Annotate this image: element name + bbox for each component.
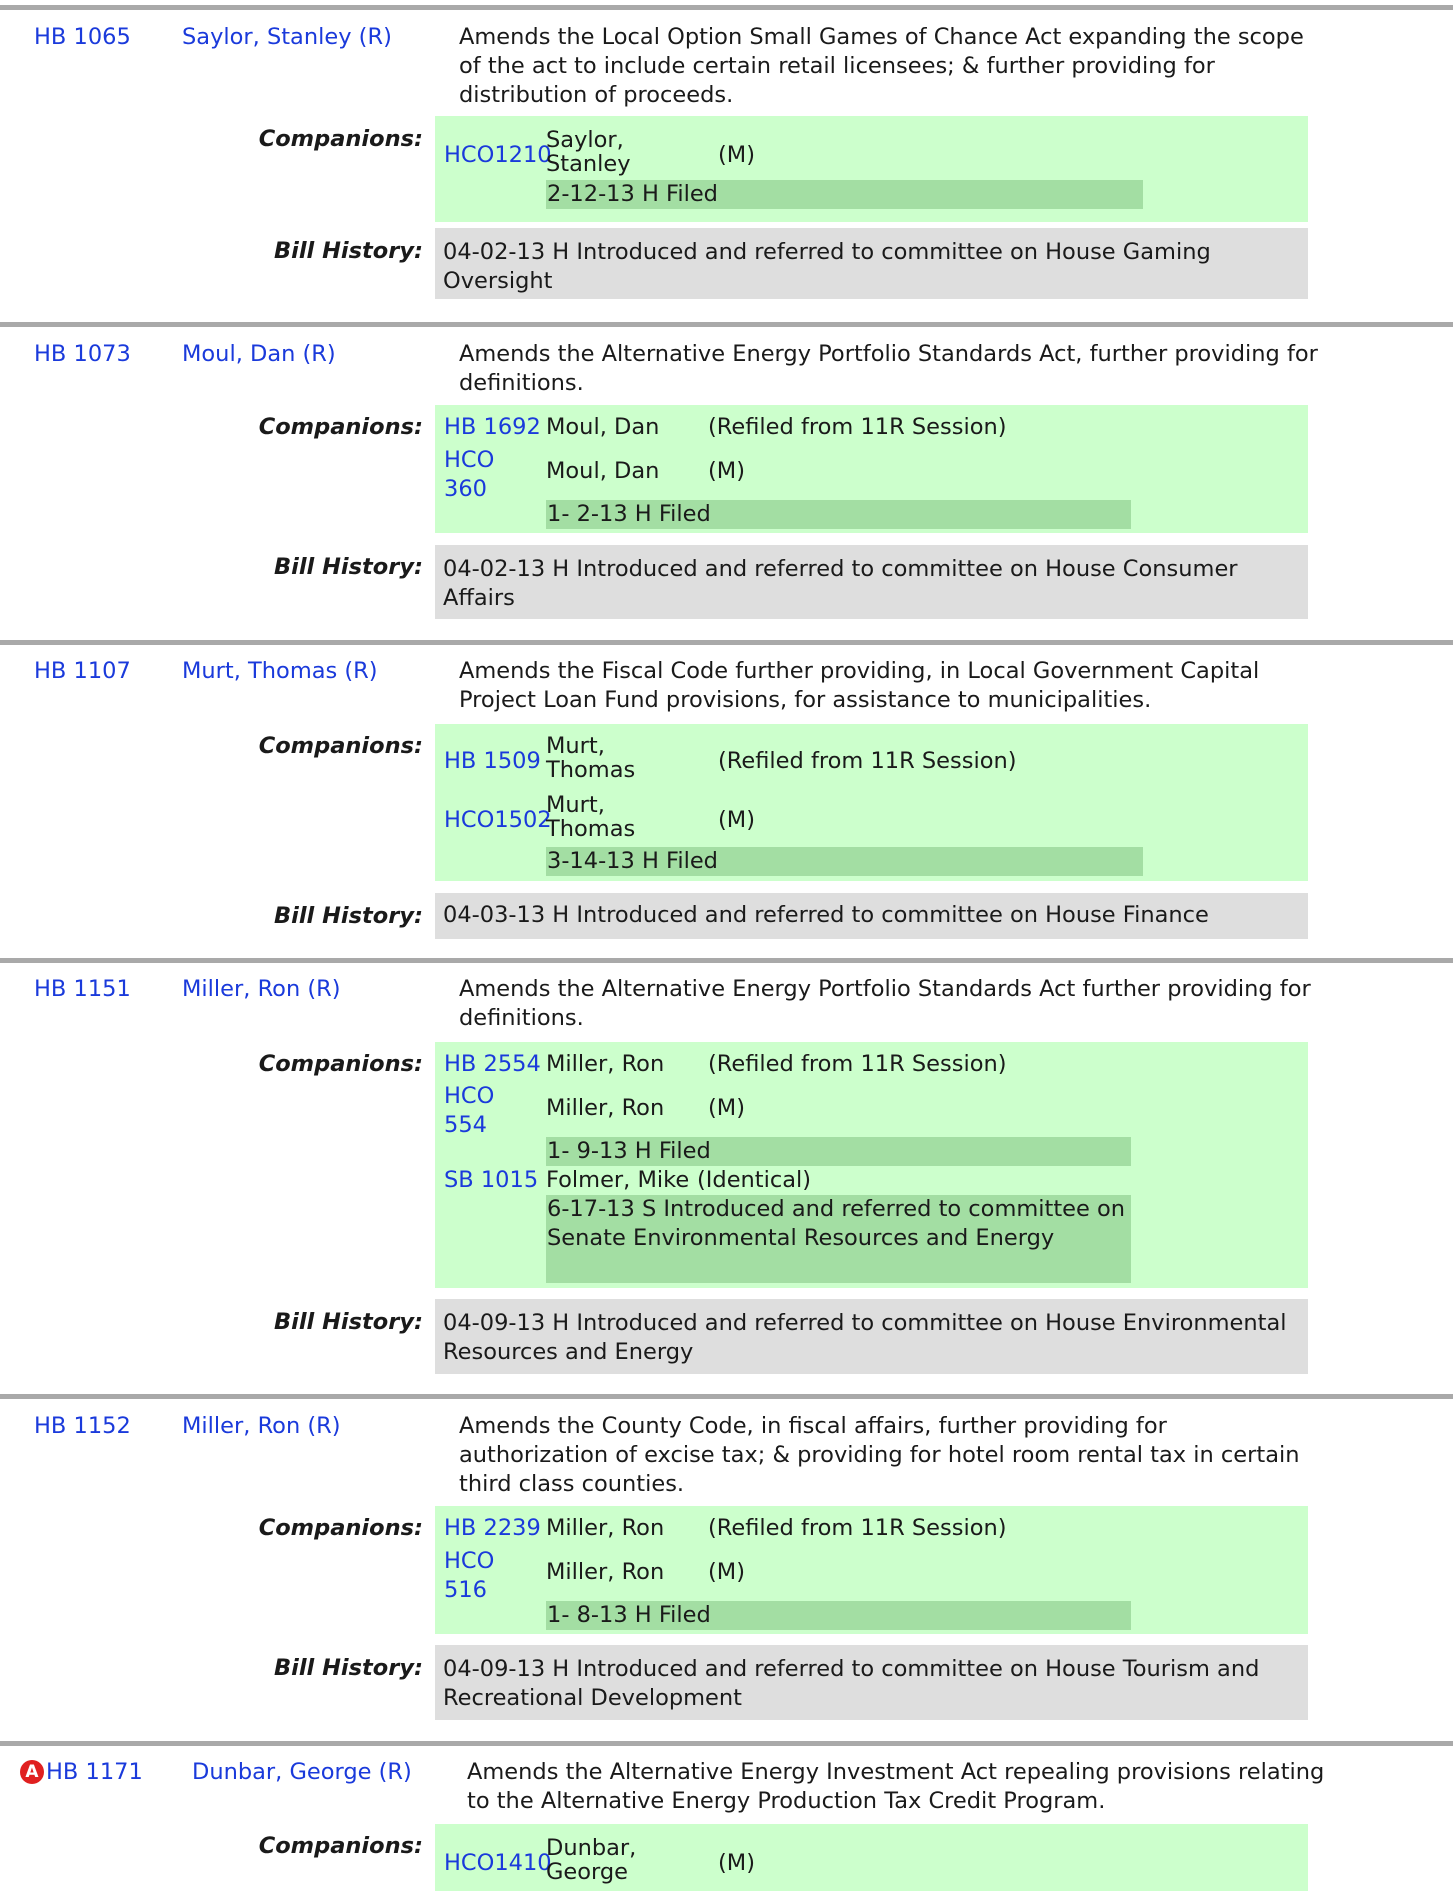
companion-sponsor: Dunbar, George (546, 1835, 637, 1885)
bill-description: Amends the Alternative Energy Portfolio Standards Act, further providing for definitions. (459, 341, 1318, 396)
companion-sponsor: Moul, Dan (546, 458, 660, 484)
bill-history-box (435, 228, 1308, 299)
companion-sponsor: Miller, Ron (546, 1559, 665, 1585)
companion-sponsor: Murt, Thomas (546, 792, 636, 842)
bill-number-link[interactable]: HB 1151 (34, 976, 131, 1002)
bill-description: Amends the Local Option Small Games of Chance Act expanding the scope of the act to include certain retail licensees; & further providing for distribution of proceeds. (459, 24, 1304, 108)
companions-box (435, 1506, 1308, 1634)
companion-filed-status: 1- 2-13 H Filed (546, 500, 1131, 529)
companion-note: (Refiled from 11R Session) (718, 748, 1017, 774)
bill-history-label: Bill History: (273, 238, 423, 264)
companion-note: (M) (718, 807, 755, 833)
companion-filed-status: 2-12-13 H Filed (546, 180, 1143, 209)
bill-divider (0, 1741, 1453, 1746)
companion-sponsor: Moul, Dan (546, 414, 660, 440)
companion-note: (M) (708, 1095, 745, 1121)
companion-sponsor: Murt, Thomas (546, 733, 636, 783)
bill-number-link[interactable]: HB 1065 (34, 24, 131, 50)
bill-history-text: 04-09-13 H Introduced and referred to committee on House Tourism and Recreational Development (443, 1656, 1260, 1711)
companion-sponsor: Miller, Ron (546, 1515, 665, 1541)
companion-bill-link[interactable]: SB 1015 (444, 1167, 539, 1193)
companion-bill-link[interactable]: HB 1692 (444, 414, 541, 440)
companions-box (435, 116, 1308, 222)
companions-label: Companions: (258, 1515, 423, 1541)
companion-sponsor: Miller, Ron (546, 1051, 665, 1077)
companion-bill-link[interactable]: HCO1210 (444, 142, 552, 168)
companions-label: Companions: (258, 414, 423, 440)
sponsor-link[interactable]: Miller, Ron (R) (182, 976, 341, 1002)
companions-box (435, 405, 1308, 533)
bill-history-text: 04-02-13 H Introduced and referred to committee on House Gaming Oversight (443, 239, 1211, 294)
bill-description: Amends the Alternative Energy Investment Act repealing provisions relating to the Alternative Energy Production Tax Credit Program. (467, 1759, 1325, 1814)
bill-history-box (435, 545, 1308, 619)
companion-bill-link[interactable]: HB 2554 (444, 1051, 541, 1077)
bill-history-label: Bill History: (273, 1309, 423, 1335)
companion-bill-link[interactable]: HCO 554 (444, 1083, 495, 1138)
bill-description: Amends the County Code, in fiscal affairs, further providing for authorization of excise tax; & providing for hotel room rental tax in certain third class counties. (459, 1413, 1300, 1497)
companion-bill-link[interactable]: HB 2239 (444, 1515, 541, 1541)
companion-bill-link[interactable]: HCO 360 (444, 447, 495, 502)
companions-label: Companions: (258, 126, 423, 152)
sponsor-link[interactable]: Murt, Thomas (R) (182, 658, 378, 684)
bill-divider (0, 640, 1453, 645)
bill-divider (0, 5, 1453, 10)
companion-bill-link[interactable]: HCO1502 (444, 807, 552, 833)
companions-box (435, 1824, 1308, 1891)
bill-history-label: Bill History: (273, 554, 423, 580)
bill-history-label: Bill History: (273, 1655, 423, 1681)
companions-box (435, 1042, 1308, 1288)
companion-note: (M) (708, 1559, 745, 1585)
companion-note: (M) (708, 458, 745, 484)
companion-filed-status: 1- 9-13 H Filed (546, 1137, 1131, 1166)
bill-history-text: 04-02-13 H Introduced and referred to committee on House Consumer Affairs (443, 556, 1238, 611)
bill-history-box (435, 1299, 1308, 1374)
bill-history-box (435, 1645, 1308, 1720)
bill-description: Amends the Alternative Energy Portfolio Standards Act further providing for definitions. (459, 976, 1311, 1031)
bill-history-text: 04-03-13 H Introduced and referred to committee on House Finance (443, 902, 1209, 928)
companion-sponsor: Saylor, Stanley (546, 127, 631, 177)
companion-bill-link[interactable]: HB 1509 (444, 748, 541, 774)
bill-description: Amends the Fiscal Code further providing, in Local Government Capital Project Loan Fund provisions, for assistance to municipalities. (459, 658, 1260, 713)
bill-number-link[interactable]: HB 1171 (46, 1759, 143, 1785)
companion-note: (Refiled from 11R Session) (708, 1515, 1007, 1541)
sponsor-link[interactable]: Dunbar, George (R) (192, 1759, 412, 1785)
companion-note: (Refiled from 11R Session) (708, 414, 1007, 440)
bill-number-link[interactable]: HB 1073 (34, 341, 131, 367)
bill-divider (0, 1394, 1453, 1399)
companions-label: Companions: (258, 1833, 423, 1859)
companion-sponsor: Miller, Ron (546, 1095, 665, 1121)
companion-note: (M) (718, 142, 755, 168)
sponsor-link[interactable]: Saylor, Stanley (R) (182, 24, 392, 50)
companion-note: (M) (718, 1850, 755, 1876)
companion-bill-link[interactable]: HCO1410 (444, 1850, 552, 1876)
bill-history-text: 04-09-13 H Introduced and referred to committee on House Environmental Resources and Energy (443, 1310, 1287, 1365)
bill-history-box (435, 893, 1308, 939)
bill-history-label: Bill History: (273, 903, 423, 929)
companion-note: (Refiled from 11R Session) (708, 1051, 1007, 1077)
companion-bill-link[interactable]: HCO 516 (444, 1548, 495, 1603)
companions-label: Companions: (258, 733, 423, 759)
bill-divider (0, 958, 1453, 963)
companion-sponsor: Folmer, Mike (546, 1167, 690, 1193)
sponsor-link[interactable]: Miller, Ron (R) (182, 1413, 341, 1439)
companions-label: Companions: (258, 1051, 423, 1077)
alert-icon: A (20, 1760, 44, 1784)
sponsor-link[interactable]: Moul, Dan (R) (182, 341, 336, 367)
companion-status-detail: 6-17-13 S Introduced and referred to committee on Senate Environmental Resources and Energy (546, 1195, 1131, 1283)
companions-box (435, 724, 1308, 881)
companion-filed-status: 1- 8-13 H Filed (546, 1601, 1131, 1630)
companion-filed-status: 3-14-13 H Filed (546, 847, 1143, 876)
bill-number-link[interactable]: HB 1152 (34, 1413, 131, 1439)
bill-number-link[interactable]: HB 1107 (34, 658, 131, 684)
bill-divider (0, 322, 1453, 327)
companion-note: (Identical) (697, 1167, 812, 1193)
